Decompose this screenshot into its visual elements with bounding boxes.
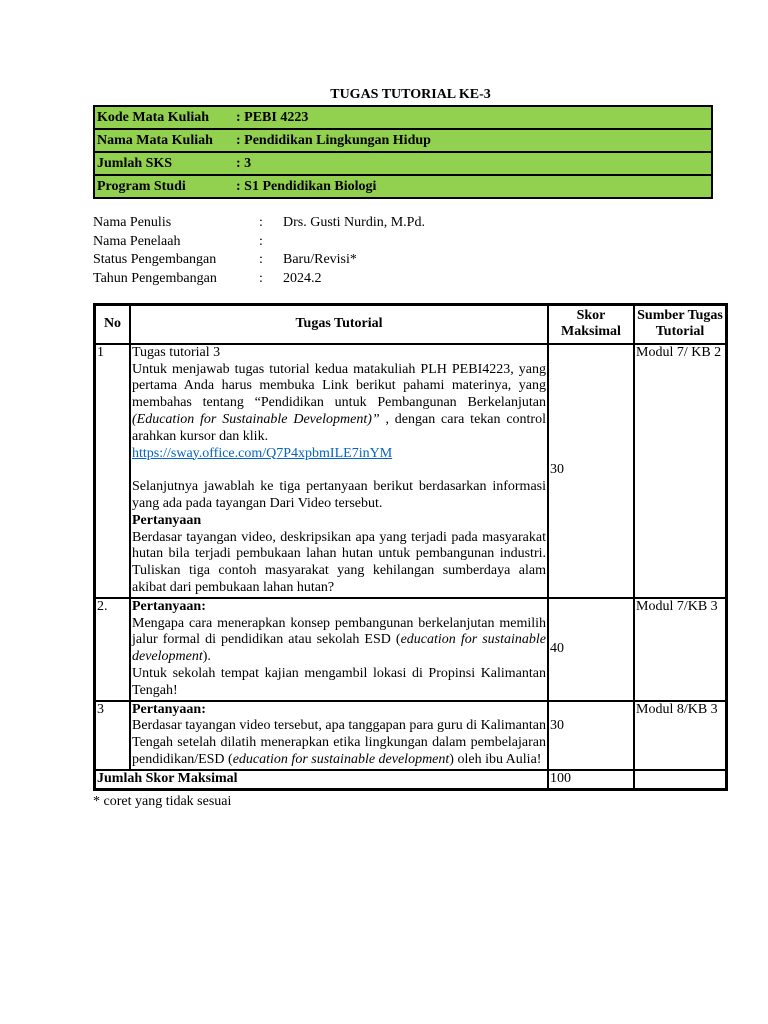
row-no: 1 [95, 344, 130, 598]
question-text-b: ). [202, 649, 211, 665]
footnote: * coret yang tidak sesuai [93, 793, 232, 809]
header-task: Tugas Tutorial [130, 305, 548, 344]
table-row [95, 598, 726, 701]
row-source: Modul 7/KB 3 [634, 598, 726, 701]
question-text-a: Berdasar tayangan video tersebut, apa tanggapan para guru di Kalimantan Tengah setelah dilatih menerapkan etika lingkungan dalam pembelajaran pendidikan/ESD ( [132, 718, 546, 767]
task-intro-italic: (Education for Sustainable Development)” [132, 412, 380, 427]
meta-colon: : [259, 233, 263, 249]
task-instruction: Selanjutnya jawablah ke tiga pertanyaan berikut berdasarkan informasi yang ada pada tayangan Dari Video tersebut. [132, 479, 546, 511]
meta-row [93, 214, 728, 233]
total-label: Jumlah Skor Maksimal [95, 770, 548, 789]
meta-colon: : [259, 252, 263, 268]
table-row [95, 344, 726, 598]
course-info-value: : PEBI 4223 [234, 106, 712, 129]
question-text-b: ) oleh ibu Aulia! [449, 751, 542, 767]
row-task [130, 598, 548, 701]
meta-label: Tahun Pengembangan [93, 271, 217, 287]
header-score: Skor Maksimal [548, 305, 634, 344]
meta-row [93, 233, 728, 252]
row-task [130, 344, 548, 598]
course-info-label: Kode Mata Kuliah [94, 106, 234, 129]
meta-label: Status Pengembangan [93, 252, 217, 268]
row-score: 40 [548, 598, 634, 701]
course-info-label: Jumlah SKS [94, 152, 234, 175]
course-info-table [93, 105, 713, 199]
row-no: 2. [95, 598, 130, 701]
meta-label: Nama Penulis [93, 215, 172, 230]
meta-colon: : [259, 271, 263, 287]
course-info-row [94, 106, 712, 129]
question-label: Pertanyaan [132, 512, 202, 528]
row-source: Modul 8/KB 3 [634, 701, 726, 770]
header-no: No [95, 305, 130, 344]
total-score: 100 [548, 770, 634, 789]
tasks-header-row [95, 305, 726, 344]
row-task [130, 701, 548, 770]
question-text-location: Untuk sekolah tempat kajian mengambil lokasi di Propinsi Kalimantan Tengah! [132, 665, 546, 698]
question-text-italic: education for sustainable development [132, 632, 547, 665]
sway-link[interactable]: https://sway.office.com/Q7P4xpbmILE7inYM [132, 445, 393, 461]
table-row [95, 701, 726, 770]
total-row [95, 770, 726, 789]
meta-value: Drs. Gusti Nurdin, M.Pd. [283, 215, 425, 230]
course-info-value: : S1 Pendidikan Biologi [234, 175, 712, 198]
task-intro-text-end: , dengan cara tekan control arahkan kursor dan klik. [132, 412, 546, 444]
row-score: 30 [548, 701, 634, 770]
header-source: Sumber Tugas Tutorial [634, 305, 726, 344]
task-title: Tugas tutorial 3 [132, 344, 221, 360]
question-text [132, 616, 546, 666]
meta-label: Nama Penelaah [93, 233, 181, 249]
question-label: Pertanyaan: [132, 701, 206, 717]
tasks-table [93, 303, 728, 791]
row-source: Modul 7/ KB 2 [634, 344, 726, 598]
document-meta [93, 214, 728, 289]
row-no: 3 [95, 701, 130, 770]
course-info-label: Nama Mata Kuliah [94, 129, 234, 152]
course-info-row [94, 129, 712, 152]
meta-value: Baru/Revisi* [283, 252, 357, 268]
task-intro-text: Untuk menjawab tugas tutorial kedua matakuliah PLH PEBI4223, yang pertama Anda harus membuka Link berikut pahami materinya, yang membahas tentang “Pendidikan untuk Pembangunan Berkelanjutan [132, 361, 546, 411]
question-text: Berdasar tayangan video, deskripsikan apa yang terjadi pada masyarakat hutan bila terjadi pembukaan lahan hutan untuk pembangunan industri. Tuliskan tiga contoh masyarakat yang kehilangan sumberdaya alam akibat dari pembukaan lahan hutan? [132, 529, 546, 595]
document-page [93, 86, 728, 810]
question-text-italic: education for sustainable development [232, 751, 450, 767]
document-title: TUGAS TUTORIAL KE-3 [330, 87, 491, 102]
question-text [132, 718, 546, 768]
meta-row [93, 251, 728, 270]
question-label: Pertanyaan: [132, 598, 206, 614]
course-info-value: : Pendidikan Lingkungan Hidup [234, 129, 712, 152]
course-info-row [94, 152, 712, 175]
course-info-label: Program Studi [94, 175, 234, 198]
meta-value: 2024.2 [283, 271, 322, 287]
row-score: 30 [548, 344, 634, 598]
meta-row [93, 270, 728, 289]
task-intro [132, 362, 546, 446]
total-source [634, 770, 726, 789]
course-info-value: : 3 [234, 152, 712, 175]
meta-colon: : [259, 215, 263, 230]
course-info-row [94, 175, 712, 198]
question-text-a: Mengapa cara menerapkan konsep pembangunan berkelanjutan memilih jalur formal di pendidikan atau sekolah ESD ( [132, 615, 546, 648]
